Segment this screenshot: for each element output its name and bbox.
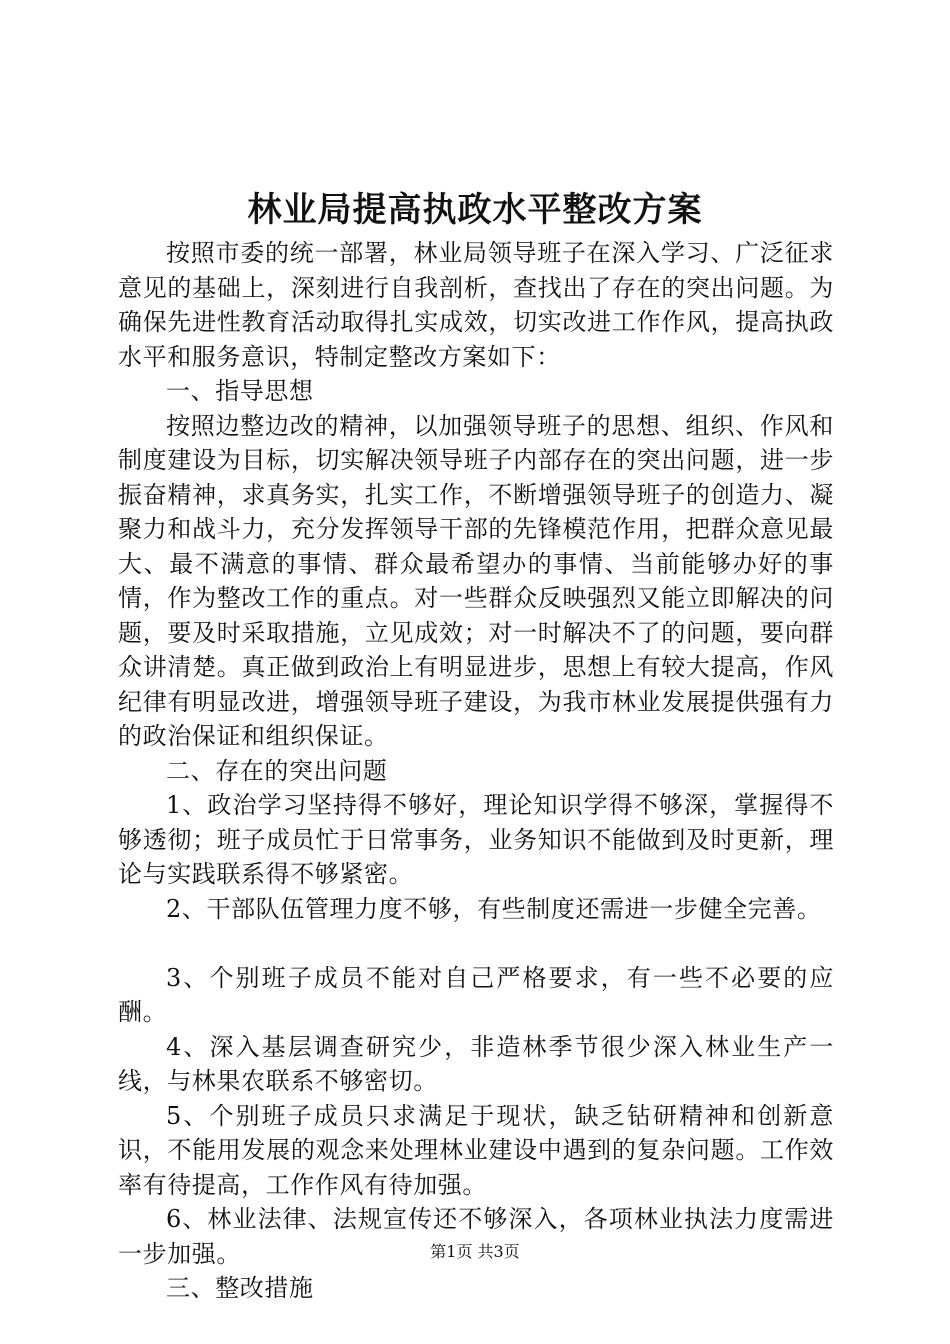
document-body: [118, 236, 834, 1306]
section-heading-problems: 二、存在的突出问题: [166, 756, 388, 785]
paragraph-guiding-principle: 按照边整边改的精神，以加强领导班子的思想、组织、作风和制度建设为目标，切实解决领导班子内部存在的突出问题，进一步振奋精神，求真务实，扎实工作，不断增强领导班子的创造力、凝聚力和战斗力，充分发挥领导干部的先锋模范作用，把群众意见最大、最不满意的事情、群众最希望办的事情、当前能够办好的事情，作为整改工作的重点。对一些群众反映强烈又能立即解决的问题，要及时采取措施，立见成效；对一时解决不了的问题，要向群众讲清楚。真正做到政治上有明显进步，思想上有较大提高，作风纪律有明显改进，增强领导班子建设，为我市林业发展提供强有力的政治保证和组织保证。: [118, 411, 834, 750]
problem-item-3: 3、个别班子成员不能对自己严格要求，有一些不必要的应酬。: [118, 963, 834, 1026]
blank-line: [118, 926, 834, 961]
problem-item-6: 6、林业法律、法规宣传还不够深入，各项林业执法力度需进一步加强。: [118, 1205, 834, 1268]
problem-item-4: 4、深入基层调查研究少，非造林季节很少深入林业生产一线，与林果农联系不够密切。: [118, 1032, 834, 1095]
section-heading-guiding-principle: 一、指导思想: [166, 377, 314, 405]
problem-item-5: 5、个别班子成员只求满足于现状，缺乏钻研精神和创新意识，不能用发展的观念来处理林业建设中遇到的复杂问题。工作效率有待提高，工作作风有待加强。: [118, 1101, 834, 1199]
document-title: 林业局提高执政水平整改方案: [247, 190, 703, 230]
problem-item-1: 1、政治学习坚持得不够好，理论知识学得不够深，掌握得不够透彻；班子成员忙于日常事务，业务知识不能做到及时更新，理论与实践联系得不够紧密。: [118, 791, 834, 888]
problem-item-2: 2、干部队伍管理力度不够，有些制度还需进一步健全完善。: [166, 894, 822, 923]
page-footer: 第1页 共3页: [430, 1242, 520, 1261]
paragraph-intro: 按照市委的统一部署，林业局领导班子在深入学习、广泛征求意见的基础上，深刻进行自我剖析，查找出了存在的突出问题。为确保先进性教育活动取得扎实成效，切实改进工作作风，提高执政水平和服务意识，特制定整改方案如下：: [118, 239, 834, 371]
section-heading-measures: 三、整改措施: [166, 1274, 314, 1302]
